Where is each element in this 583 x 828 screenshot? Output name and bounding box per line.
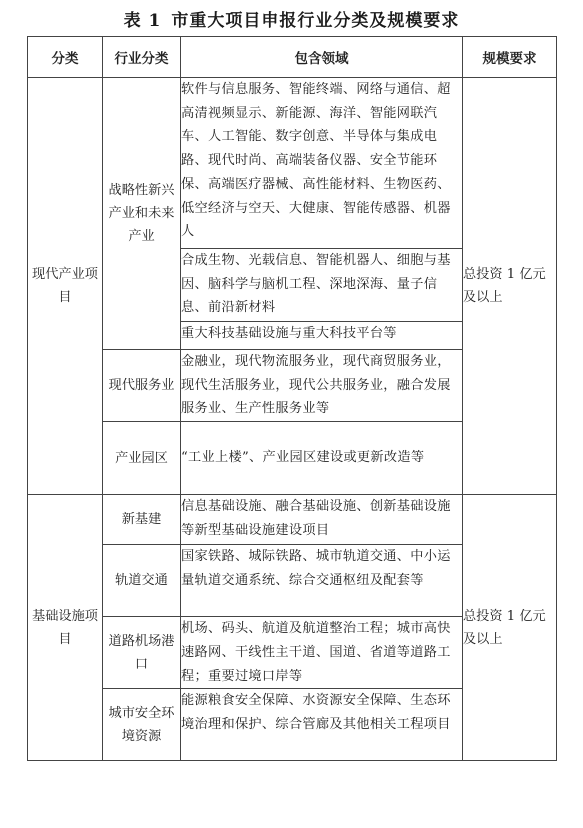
- industry-cell: 产业园区: [103, 422, 181, 495]
- scale-cell: 总投资 1 亿元及以上: [463, 495, 557, 761]
- field-cell: 软件与信息服务、智能终端、网络与通信、超高清视频显示、新能源、海洋、智能网联汽车、人工智能、数字创意、半导体与集成电路、现代时尚、高端装备仪器、安全节能环保、高端医疗器械、高性能材料、生物医药、低空经济与空天、大健康、智能传感器、机器人: [181, 78, 463, 249]
- field-cell: “工业上楼”、产业园区建设或更新改造等: [181, 422, 463, 495]
- category-cell: 现代产业项目: [28, 78, 103, 495]
- field-cell: 国家铁路、城际铁路、城市轨道交通、中小运量轨道交通系统、综合交通枢纽及配套等: [181, 545, 463, 617]
- field-cell: 合成生物、光载信息、智能机器人、细胞与基因、脑科学与脑机工程、深地深海、量子信息、前沿新材料: [181, 249, 463, 322]
- industry-cell: 城市安全环境资源: [103, 689, 181, 761]
- table-title-text: 市重大项目申报行业分类及规模要求: [171, 11, 460, 31]
- category-cell: 基础设施项目: [28, 495, 103, 761]
- industry-cell: 新基建: [103, 495, 181, 545]
- field-cell: 重大科技基础设施与重大科技平台等: [181, 322, 463, 350]
- header-scale: 规模要求: [463, 37, 557, 78]
- header-industry: 行业分类: [103, 37, 181, 78]
- scale-cell: 总投资 1 亿元及以上: [463, 78, 557, 495]
- header-row: [28, 37, 557, 78]
- header-category: 分类: [28, 37, 103, 78]
- table-title: [0, 6, 583, 31]
- table-number: 表 1: [123, 11, 162, 31]
- field-cell: 能源粮食安全保障、水资源安全保障、生态环境治理和保护、综合管廊及其他相关工程项目: [181, 689, 463, 761]
- field-cell: 信息基础设施、融合基础设施、创新基础设施等新型基础设施建设项目: [181, 495, 463, 545]
- industry-cell: 现代服务业: [103, 350, 181, 422]
- industry-cell: 战略性新兴产业和未来产业: [103, 78, 181, 350]
- table-row: [28, 78, 557, 249]
- field-cell: 金融业，现代物流服务业，现代商贸服务业，现代生活服务业，现代公共服务业，融合发展服务业、生产性服务业等: [181, 350, 463, 422]
- industry-classification-table: [27, 36, 557, 761]
- header-field: 包含领域: [181, 37, 463, 78]
- table-row: [28, 495, 557, 545]
- field-cell: 机场、码头、航道及航道整治工程；城市高快速路网、干线性主干道、国道、省道等道路工程；重要过境口岸等: [181, 617, 463, 689]
- industry-cell: 轨道交通: [103, 545, 181, 617]
- industry-cell: 道路机场港口: [103, 617, 181, 689]
